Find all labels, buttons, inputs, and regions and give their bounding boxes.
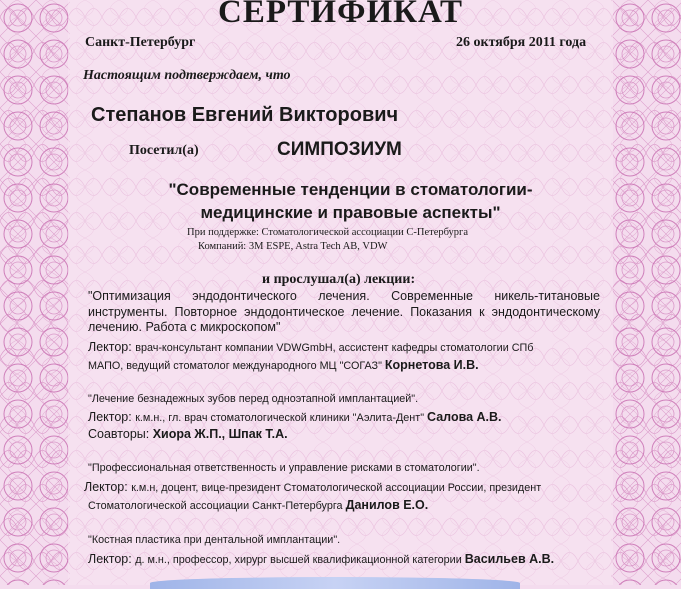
bottom-seal-edge — [150, 577, 520, 589]
lecture-2-coauthors — [88, 427, 288, 441]
lecturer-desc: д. м.н., профессор, хирург высшей квалификационной категории — [135, 554, 465, 566]
lecturer-desc: к.м.н, доцент, вице-президент Стоматологической ассоциации России, президент — [131, 482, 542, 494]
lecturer-desc: МАПО, ведущий стоматолог международного МЦ "СОГАЗ" — [88, 360, 385, 372]
recipient-name: Степанов Евгений Викторович — [91, 104, 399, 126]
intro-text: Настоящим подтверждаем, что — [83, 68, 291, 83]
lecture-1-lecturer-line-1 — [88, 340, 533, 354]
lecture-2-title: "Лечение безнадежных зубов перед одноэтапной имплантацией". — [88, 393, 419, 405]
certificate-title: СЕРТИФИКАТ — [218, 0, 463, 30]
topic-line-2: медицинские и правовые аспекты" — [200, 203, 501, 222]
event-type: СИМПОЗИУМ — [277, 139, 402, 160]
companies-text: Компаний: 3M ESPE, Astra Tech AB, VDW — [198, 241, 388, 252]
listened-label: и прослушал(а) лекции: — [262, 272, 416, 287]
coauthors-names: Хиора Ж.П., Шпак Т.А. — [152, 427, 288, 441]
lecture-3-lecturer-line-2 — [88, 498, 428, 512]
lecturer-prefix: Лектор: — [84, 480, 132, 494]
lecturer-name: Данилов Е.О. — [345, 498, 429, 512]
topic-line-1: "Современные тенденции в стоматологии- — [168, 180, 533, 199]
city: Санкт-Петербург — [85, 35, 196, 50]
lecturer-prefix: Лектор: — [88, 552, 136, 566]
lecture-1-lecturer-line-2 — [88, 358, 479, 372]
date: 26 октября 2011 года — [456, 35, 587, 50]
support-text: При поддержке: Стоматологической ассоциации С-Петербурга — [187, 227, 469, 238]
lecturer-name: Корнетова И.В. — [384, 358, 479, 372]
lecturer-desc: к.м.н., гл. врач стоматологической клиники "Аэлита-Дент" — [135, 412, 428, 424]
lecture-3-lecturer-line-1 — [84, 480, 541, 494]
lecturer-desc: врач-консультант компании VDWGmbH, ассистент кафедры стоматологии СПб — [135, 342, 534, 354]
lecturer-prefix: Лектор: — [88, 410, 136, 424]
lecturer-desc: Стоматологической ассоциации Санкт-Петербурга — [88, 500, 346, 512]
coauthors-label: Соавторы: — [88, 427, 153, 441]
lecture-4-title: "Костная пластика при дентальной имплантации". — [88, 534, 341, 546]
visited-label: Посетил(а) — [129, 143, 199, 158]
lecturer-prefix: Лектор: — [88, 340, 136, 354]
lecturer-name: Салова А.В. — [427, 410, 502, 424]
lecture-1-title: "Оптимизация эндодонтического лечения. Современные никель-титановые инструменты. Повторное эндодонтическое лечение. Показания к эндодонтическому лечению. Работа с микроскопом" — [88, 289, 600, 334]
lecture-2-lecturer — [88, 410, 502, 424]
lecture-3-title: "Профессиональная ответственность и управление рисками в стоматологии". — [88, 462, 480, 474]
lecture-4-lecturer — [88, 552, 554, 566]
lecturer-name: Васильев А.В. — [464, 552, 555, 566]
